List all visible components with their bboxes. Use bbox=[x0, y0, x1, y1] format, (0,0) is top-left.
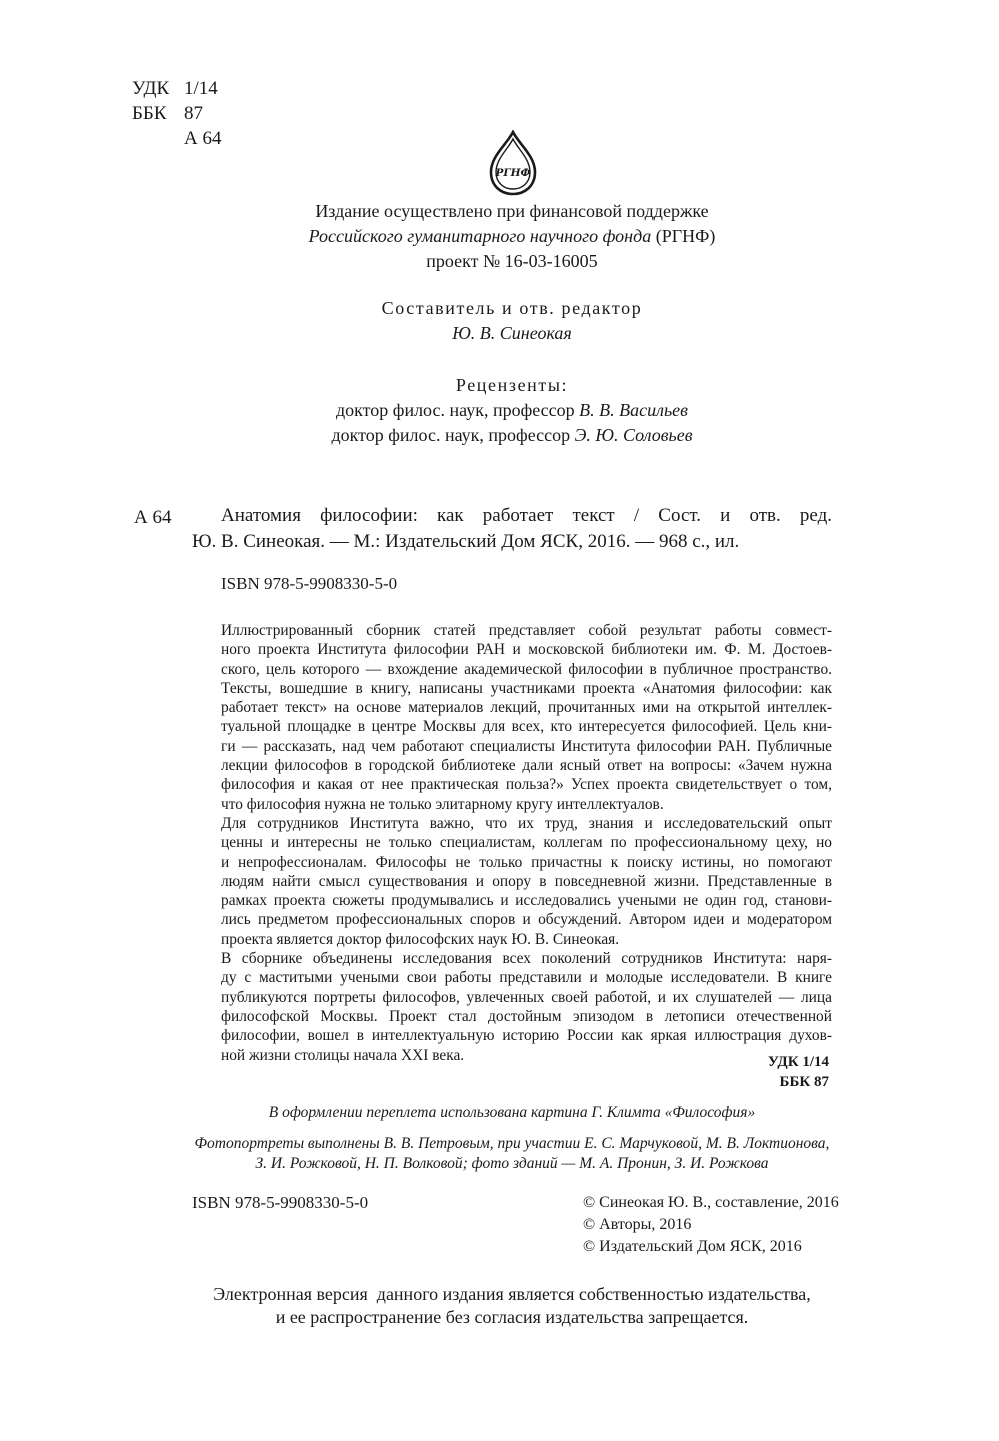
annotation-line: туальной площадке в центре Москвы для всех, кто интересуется философией. Цель кни- bbox=[221, 718, 832, 736]
composer-title: Составитель и отв. редактор bbox=[381, 298, 643, 318]
annotation-line: ной жизни столицы начала XXI века. bbox=[221, 1046, 465, 1064]
foundation-line bbox=[0, 224, 999, 249]
electronic-notice bbox=[0, 1283, 999, 1329]
annotation-line: ду с маститыми учеными свои работы представили и молодые исследователи. В книге bbox=[221, 969, 832, 987]
annotation-line: философия и какая от нее практическая польза?» Успех проекта свидетельствует о том, bbox=[221, 776, 832, 794]
annotation-line: публикуются портреты философов, увлеченных своей работой, и их слушателей — лица bbox=[221, 988, 832, 1006]
annotation-line: что философия нужна не только элитарному кругу интеллектуалов. bbox=[221, 795, 664, 813]
annotation-paragraph bbox=[192, 814, 832, 949]
annotation-paragraph bbox=[192, 949, 832, 1065]
foundation-name: Российского гуманитарного научного фонда bbox=[308, 226, 652, 246]
annotation-line: ного проекта Института философии РАН и московской библиотеки им. Ф. М. Достоев- bbox=[221, 641, 832, 659]
annotation-line: людям найти смысл существования и опору в повседневной жизни. Представленные в bbox=[221, 872, 832, 890]
rgnf-logo-text: РГНФ bbox=[495, 167, 531, 179]
copyright-block bbox=[583, 1192, 839, 1258]
entry-mark: А 64 bbox=[134, 507, 172, 528]
composer-name: Ю. В. Синеокая bbox=[452, 323, 572, 343]
annotation-line: ского, цель которого — вхождение академической философии в публичное пространство. bbox=[221, 660, 832, 678]
copyright-line: © Синеокая Ю. В., составление, 2016 bbox=[583, 1194, 839, 1211]
annotation-paragraph bbox=[192, 621, 832, 814]
reviewer-item bbox=[0, 423, 999, 448]
author-mark: А 64 bbox=[184, 128, 222, 149]
photo-credits-line: Фотопортреты выполнены В. В. Петровым, при участии Е. С. Марчуковой, М. В. Локтионова, bbox=[194, 1135, 830, 1152]
annotation-line: рамках проекта сюжеты продумывались и исследовались учеными не один год, станови- bbox=[221, 892, 832, 910]
annotation-line: проекта является доктор философских наук Ю. В. Синеокая. bbox=[221, 930, 620, 948]
reviewer-name: Э. Ю. Соловьев bbox=[574, 425, 693, 445]
annotation-line: ценны и интересны не только специалистам, коллегам по профессиональному цеху, но bbox=[221, 834, 832, 852]
bbk-row bbox=[132, 101, 221, 126]
bibliographic-entry bbox=[192, 503, 832, 555]
annotation-line: работает текст» на основе материалов лекций, прочитанных ими на открытой интеллек- bbox=[221, 699, 832, 717]
rgnf-logo-icon bbox=[489, 130, 537, 196]
annotation bbox=[192, 621, 832, 1065]
entry-line: Анатомия философии: как работает текст / Сост. и отв. ред. bbox=[221, 505, 832, 526]
annotation-line: Иллюстрированный сборник статей представляет собой результат работы совмест- bbox=[221, 622, 832, 639]
annotation-line: и непрофессионалам. Философы не только причастны к поиску истины, но помогают bbox=[221, 853, 832, 871]
electronic-notice-line: Электронная версия данного издания является собственностью издательства, bbox=[213, 1284, 811, 1304]
annotation-line: В сборнике объединены исследования всех поколений сотрудников Института: наря- bbox=[221, 950, 832, 968]
udk-row bbox=[132, 76, 221, 101]
entry-line: Ю. В. Синеокая. — М.: Издательский Дом ЯСК, 2016. — 968 с., ил. bbox=[192, 531, 740, 552]
bbk-label: ББК bbox=[132, 103, 167, 124]
udk-value: 1/14 bbox=[184, 78, 218, 99]
isbn-bottom: ISBN 978-5-9908330-5-0 bbox=[192, 1193, 369, 1212]
reviewers-title: Рецензенты: bbox=[455, 375, 569, 395]
electronic-notice-line: и ее распространение без согласия издательства запрещается. bbox=[275, 1307, 749, 1327]
annotation-line: лись предметом профессиональных споров и обсуждений. Автором идеи и модератором bbox=[221, 911, 832, 929]
bbk-code: ББК 87 bbox=[779, 1074, 829, 1090]
reviewer-role: доктор филос. наук, профессор bbox=[335, 400, 575, 420]
foundation-abbr: (РГНФ) bbox=[655, 226, 716, 246]
annotation-line: философской Москвы. Проект стал достойным эпизодом в летописи отечественной bbox=[221, 1007, 832, 1025]
copyright-line: © Авторы, 2016 bbox=[583, 1216, 692, 1233]
annotation-line: ги — рассказать, над чем работают специалисты Института философии РАН. Публичные bbox=[221, 737, 832, 755]
classification-codes bbox=[600, 1052, 829, 1092]
reviewer-name: В. В. Васильев bbox=[579, 400, 688, 420]
reviewer-item bbox=[0, 398, 999, 423]
copyright-line: © Издательский Дом ЯСК, 2016 bbox=[583, 1238, 802, 1255]
annotation-line: философии, вошел в интеллектуальную историю России как яркая иллюстрация духов- bbox=[221, 1027, 832, 1045]
funding-line: Издание осуществлено при финансовой поддержке bbox=[315, 201, 709, 221]
composer-block bbox=[0, 296, 999, 346]
photo-credits bbox=[0, 1134, 999, 1174]
project-number: проект № 16-03-16005 bbox=[426, 251, 598, 271]
annotation-line: Тексты, вошедшие в книгу, написаны участниками проекта «Анатомия философии: как bbox=[221, 679, 832, 697]
reviewers-block bbox=[0, 373, 999, 448]
classification-block bbox=[132, 76, 221, 151]
funding-note bbox=[0, 199, 999, 274]
cover-note: В оформлении переплета использована картина Г. Климта «Философия» bbox=[268, 1104, 756, 1121]
udk-code: УДК 1/14 bbox=[767, 1054, 829, 1070]
annotation-line: лекции философов в городской библиотеке дали ясный ответ на вопросы: «Зачем нужна bbox=[221, 757, 832, 775]
isbn: ISBN 978-5-9908330-5-0 bbox=[221, 574, 398, 593]
udk-label: УДК bbox=[132, 78, 170, 99]
photo-credits-line: З. И. Рожковой, Н. П. Волковой; фото зданий — М. А. Пронин, З. И. Рожкова bbox=[255, 1155, 769, 1172]
annotation-line: Для сотрудников Института важно, что их труд, знания и исследовательский опыт bbox=[221, 814, 832, 832]
bbk-value: 87 bbox=[184, 103, 203, 124]
reviewer-role: доктор филос. наук, профессор bbox=[331, 425, 571, 445]
